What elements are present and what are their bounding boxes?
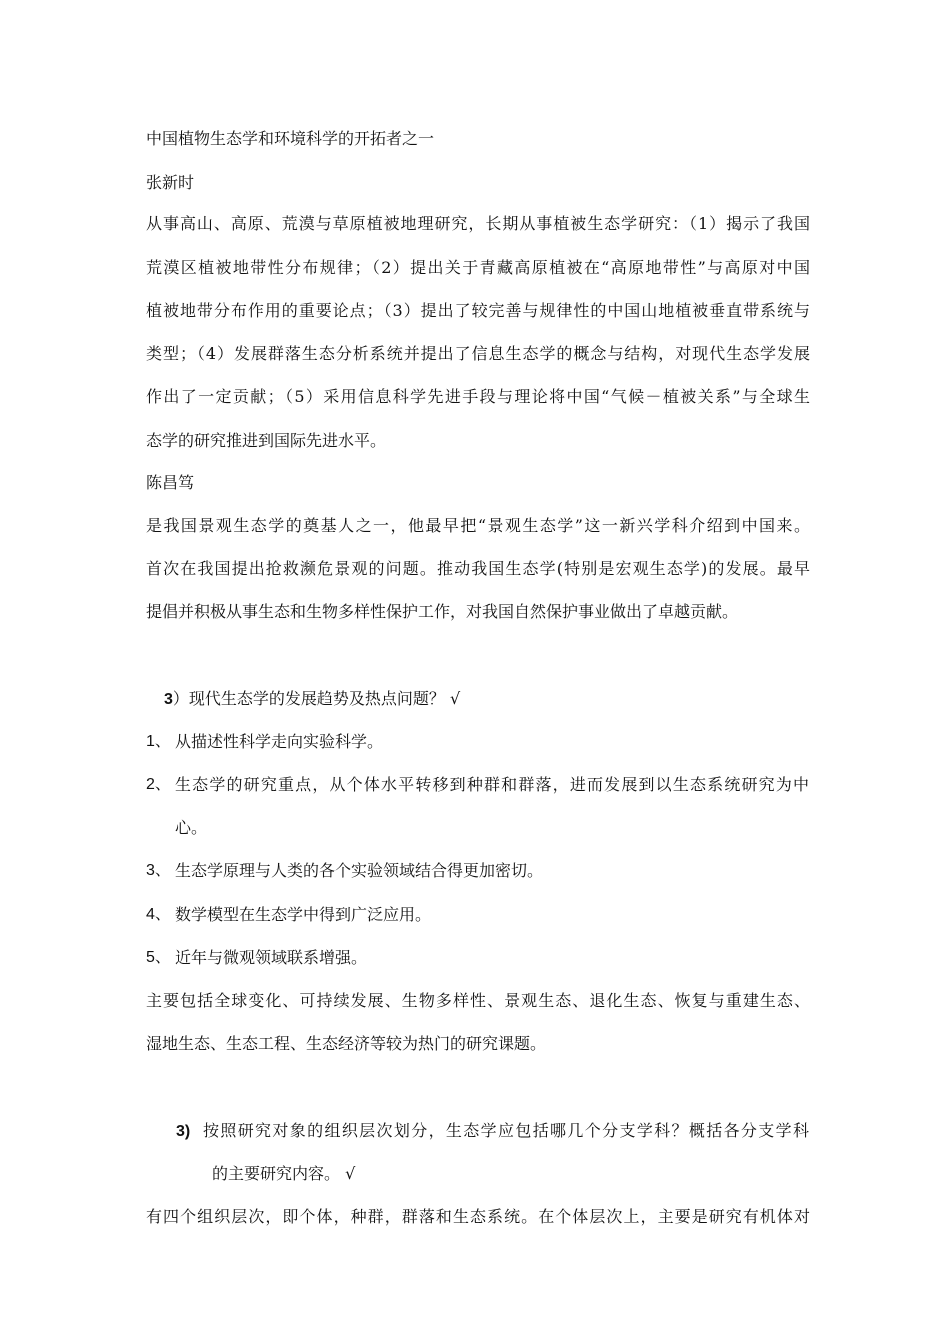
question-number: 3 — [164, 691, 173, 708]
paragraph-line: 提倡并积极从事生态和生物多样性保护工作，对我国自然保护事业做出了卓越贡献。 — [146, 602, 739, 621]
paragraph-line: 是我国景观生态学的奠基人之一，他最早把“景观生态学”这一新兴学科介绍到中国来。 — [146, 516, 810, 535]
summary-line: 主要包括全球变化、可持续发展、生物多样性、景观生态、退化生态、恢复与重建生态、 — [146, 991, 810, 1010]
list-item-number: 5、 — [146, 949, 171, 966]
list-item-number: 1、 — [146, 733, 171, 750]
question-heading-2-continuation: 的主要研究内容。 √ — [212, 1164, 356, 1183]
summary-line: 湿地生态、生态工程、生态经济等较为热门的研究课题。 — [146, 1034, 547, 1053]
list-item: 从描述性科学走向实验科学。 — [175, 732, 384, 751]
list-item: 生态学的研究重点，从个体水平转移到种群和群落，进而发展到以生态系统研究为中 — [175, 775, 809, 794]
question-heading-2: 按照研究对象的组织层次划分，生态学应包括哪几个分支学科？概括各分支学科 — [203, 1121, 809, 1140]
list-item: 近年与微观领域联系增强。 — [175, 948, 368, 967]
list-item-number: 3、 — [146, 862, 171, 879]
list-item-number: 4、 — [146, 906, 171, 923]
paragraph-line: 植被地带分布作用的重要论点；（3）提出了较完善与规律性的中国山地植被垂直带系统与 — [146, 301, 810, 320]
answer-line: 有四个组织层次，即个体，种群，群落和生态系统。在个体层次上，主要是研究有机体对 — [146, 1207, 810, 1226]
paragraph-line: 从事高山、高原、荒漠与草原植被地理研究，长期从事植被生态学研究：（1）揭示了我国 — [146, 214, 810, 233]
question-number: 3) — [176, 1123, 191, 1140]
paragraph-line: 类型；（4）发展群落生态分析系统并提出了信息生态学的概念与结构，对现代生态学发展 — [146, 344, 810, 363]
list-item: 数学模型在生态学中得到广泛应用。 — [175, 905, 432, 924]
question-text: ）现代生态学的发展趋势及热点问题？ √ — [172, 689, 461, 708]
paragraph-line: 作出了一定贡献；（5）采用信息科学先进手段与理论将中国“气候－植被关系”与全球生 — [146, 387, 810, 406]
list-item-number: 2、 — [146, 776, 171, 793]
paragraph-line: 首次在我国提出抢救濒危景观的问题。推动我国生态学(特别是宏观生态学)的发展。最早 — [146, 559, 810, 578]
paragraph-line: 荒漠区植被地带性分布规律；（2）提出关于青藏高原植被在“高原地带性”与高原对中国 — [146, 258, 810, 277]
person-name-chen: 陈昌笃 — [146, 473, 195, 492]
list-item: 生态学原理与人类的各个实验领域结合得更加密切。 — [175, 861, 544, 880]
document-heading: 中国植物生态学和环境科学的开拓者之一 — [146, 129, 435, 148]
question-heading-1 — [164, 688, 828, 710]
list-item-continuation: 心。 — [175, 818, 208, 837]
person-name-zhang: 张新时 — [146, 173, 195, 192]
paragraph-line: 态学的研究推进到国际先进水平。 — [146, 431, 387, 450]
